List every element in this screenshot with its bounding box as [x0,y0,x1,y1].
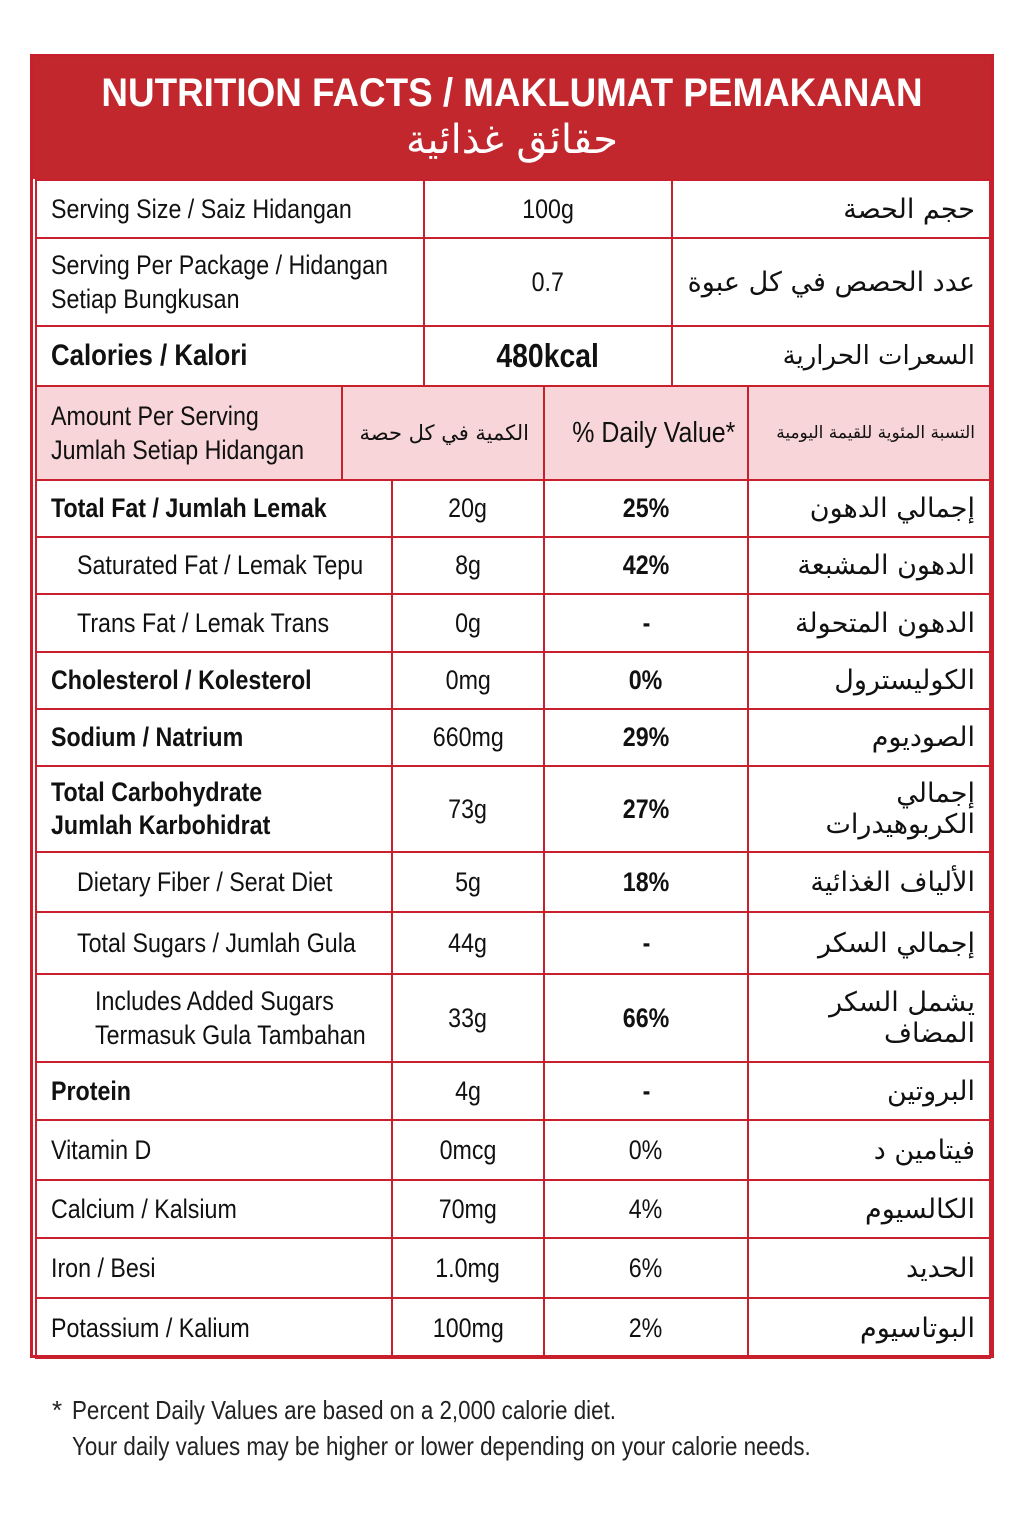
serving-per-package-value: 0.7 [531,266,565,297]
nutrient-label-line2: Termasuk Gula Tambahan [95,1020,366,1050]
micronutrient-amount: 100mg [432,1312,504,1343]
footnote-line1: Percent Daily Values are based on a 2,000 calorie diet. [72,1395,617,1425]
micronutrient-label-arabic: فيتامين د [748,1120,990,1180]
nutrient-label: Cholesterol / Kolesterol [51,665,312,695]
micronutrient-amount: 70mg [438,1193,498,1224]
micronutrient-label: Calcium / Kalsium [51,1193,237,1224]
nutrient-row-total-fat [36,480,990,537]
nutrient-daily-value: - [642,1075,650,1106]
calories-value: 480kcal [496,337,600,374]
micronutrient-row-vitamin-d [36,1120,990,1180]
amount-header-line1: Amount Per Serving [51,401,259,431]
nutrient-row-sodium [36,709,990,766]
nutrient-label-line1: Total Carbohydrate [51,777,263,807]
nutrient-label-arabic: الدهون المتحولة [748,594,990,652]
label-header [33,57,991,179]
nutrient-row-dietary-fiber [36,852,990,912]
nutrient-daily-value: 29% [622,722,670,752]
micronutrient-label: Potassium / Kalium [51,1312,250,1343]
serving-per-package-label-line1: Serving Per Package / Hidangan [51,250,388,280]
micronutrient-daily-value: 2% [629,1312,663,1343]
serving-per-package-row [36,238,990,326]
nutrient-amount: 0mg [445,665,491,695]
nutrient-amount: 5g [455,866,481,897]
nutrient-label: Total Fat / Jumlah Lemak [51,493,327,523]
serving-size-label-arabic: حجم الحصة [672,180,990,238]
nutrients-table [35,479,991,1359]
nutrient-amount: 0g [455,607,481,638]
calories-label-arabic: السعرات الحرارية [672,326,990,386]
daily-value-header-arabic: التسبة المئوية للقيمة اليومية [748,386,990,480]
footnote-line2: Your daily values may be higher or lower depending on your calorie needs. [72,1431,811,1461]
nutrient-daily-value: 0% [629,665,663,695]
nutrient-row-saturated-fat [36,537,990,594]
micronutrient-amount: 1.0mg [435,1252,501,1283]
nutrient-label: Saturated Fat / Lemak Tepu [77,550,364,580]
nutrient-amount: 33g [448,1002,488,1033]
header-title: NUTRITION FACTS / MAKLUMAT PEMAKANAN [101,71,923,115]
nutrient-amount: 44g [448,927,488,958]
calories-row [36,326,990,386]
nutrient-label-arabic: الصوديوم [748,709,990,766]
micronutrient-label: Iron / Besi [51,1252,156,1283]
nutrient-daily-value: 18% [622,866,670,897]
nutrient-label: Total Sugars / Jumlah Gula [77,927,356,958]
nutrient-label-arabic: إجمالي السكر [748,912,990,974]
nutrient-row-total-sugars [36,912,990,974]
nutrient-label-line1: Includes Added Sugars [95,986,334,1016]
nutrient-label-arabic: إجمالي الدهون [748,480,990,537]
nutrient-amount: 8g [455,550,481,580]
serving-table [35,179,991,387]
amount-header-line2: Jumlah Setiap Hidangan [51,435,305,465]
daily-value-header: % Daily Value* [572,416,736,449]
serving-size-label: Serving Size / Saiz Hidangan [51,193,352,224]
nutrient-amount: 660mg [432,722,504,752]
column-header-row [36,386,990,480]
header-title-arabic: حقائق غذائية [405,117,619,163]
nutrient-row-cholesterol [36,652,990,709]
micronutrient-amount: 0mcg [439,1134,497,1165]
nutrient-label: Trans Fat / Lemak Trans [77,607,330,638]
nutrient-label-arabic: الدهون المشبعة [748,537,990,594]
nutrient-row-added-sugars [36,974,990,1062]
serving-per-package-label-line2: Setiap Bungkusan [51,284,240,314]
micronutrient-row-iron [36,1238,990,1298]
nutrient-label-arabic: إجمالي الكربوهيدرات [748,766,990,852]
micronutrient-row-calcium [36,1180,990,1238]
nutrient-daily-value: - [642,607,650,638]
column-header-table [35,385,991,481]
calories-label: Calories / Kalori [51,339,248,372]
micronutrient-label-arabic: الكالسيوم [748,1180,990,1238]
nutrient-daily-value: - [642,927,650,958]
nutrient-daily-value: 25% [622,493,670,523]
nutrient-label-arabic: يشمل السكر المضاف [748,974,990,1062]
nutrient-label-arabic: الألياف الغذائية [748,852,990,912]
micronutrient-label: Vitamin D [51,1134,152,1165]
micronutrient-daily-value: 6% [629,1252,663,1283]
nutrient-row-total-carbohydrate [36,766,990,852]
nutrient-label: Dietary Fiber / Serat Diet [77,866,333,897]
amount-header-arabic: الكمية في كل حصة [342,386,544,480]
serving-size-value: 100g [522,193,574,224]
nutrient-daily-value: 27% [622,793,670,824]
nutrient-row-trans-fat [36,594,990,652]
footnote-asterisk: * [52,1395,63,1425]
nutrition-label [30,54,994,1358]
nutrient-label: Protein [51,1075,131,1106]
nutrient-label-arabic: البروتين [748,1062,990,1120]
nutrient-amount: 20g [448,493,488,523]
micronutrient-daily-value: 4% [629,1193,663,1224]
micronutrient-row-potassium [36,1298,990,1358]
nutrient-daily-value: 42% [622,550,670,580]
nutrient-amount: 73g [448,793,488,824]
nutrient-row-protein [36,1062,990,1120]
serving-per-package-label-arabic: عدد الحصص في كل عبوة [672,238,990,326]
micronutrient-label-arabic: البوتاسيوم [748,1298,990,1358]
serving-size-row [36,180,990,238]
nutrient-label-arabic: الكوليسترول [748,652,990,709]
micronutrient-label-arabic: الحديد [748,1238,990,1298]
nutrient-amount: 4g [455,1075,481,1106]
nutrient-label-line2: Jumlah Karbohidrat [51,810,271,840]
nutrient-label: Sodium / Natrium [51,722,244,752]
micronutrient-daily-value: 0% [629,1134,663,1165]
nutrient-daily-value: 66% [622,1002,670,1033]
